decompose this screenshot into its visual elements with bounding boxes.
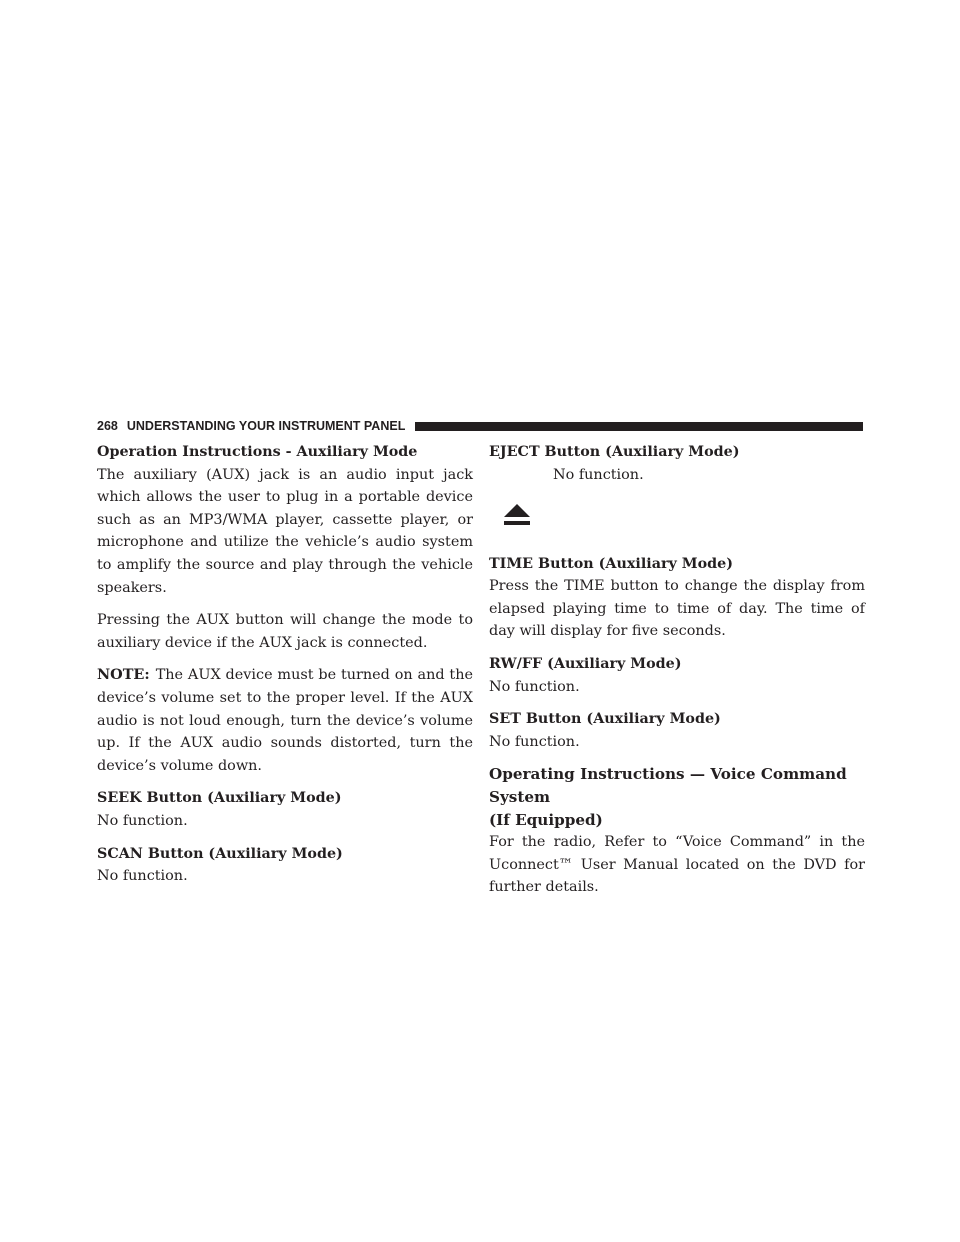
voice-heading-line-2: (If Equipped) — [489, 810, 603, 829]
scan-text: No function. — [97, 868, 188, 885]
note-text: The AUX device must be turned on and the device’s volume set to the proper level. If the AUX audio is not loud enough, turn the device’s volume up. If the AUX audio sounds distorted, turn the device’s volume down. — [97, 667, 473, 774]
note-label: NOTE: — [97, 666, 150, 684]
seek-text: No function. — [97, 812, 188, 829]
aux-mode-para-2: Pressing the AUX button will change the mode to auxiliary device if the AUX jack is connected. — [97, 612, 473, 651]
voice-text: For the radio, Refer to “Voice Command” in the Uconnect™ User Manual located on the DVD for further details. — [489, 834, 865, 896]
scan-heading: SCAN Button (Auxiliary Mode) — [97, 845, 343, 862]
page-header — [97, 418, 863, 434]
time-text: Press the TIME button to change the display from elapsed playing time to time of day. The time of day will display for five seconds. — [489, 578, 865, 640]
set-text: No function. — [489, 733, 580, 750]
voice-heading-line-1: Operating Instructions — Voice Command System — [489, 765, 847, 806]
eject-heading: EJECT Button (Auxiliary Mode) — [489, 444, 740, 460]
right-column — [489, 441, 865, 909]
eject-text: No function. — [553, 466, 644, 483]
eject-icon — [504, 504, 530, 526]
rwff-heading: RW/FF (Auxiliary Mode) — [489, 655, 682, 672]
eject-row — [489, 464, 865, 549]
rwff-text: No function. — [489, 678, 580, 695]
aux-mode-para-1: The auxiliary (AUX) jack is an audio input jack which allows the user to plug in a portable device such as an MP3/WMA player, cassette player, or microphone and utilize the vehicle’s audio system to amplify the source and play through the vehicle speakers. — [97, 466, 473, 596]
seek-heading: SEEK Button (Auxiliary Mode) — [97, 790, 342, 807]
left-column — [97, 441, 473, 898]
page-number: 268 — [97, 419, 118, 433]
aux-mode-heading: Operation Instructions - Auxiliary Mode — [97, 444, 418, 460]
time-heading: TIME Button (Auxiliary Mode) — [489, 555, 733, 572]
set-heading: SET Button (Auxiliary Mode) — [489, 711, 721, 728]
section-title: UNDERSTANDING YOUR INSTRUMENT PANEL — [126, 419, 406, 433]
aux-note — [97, 664, 473, 777]
header-rule — [415, 422, 863, 431]
